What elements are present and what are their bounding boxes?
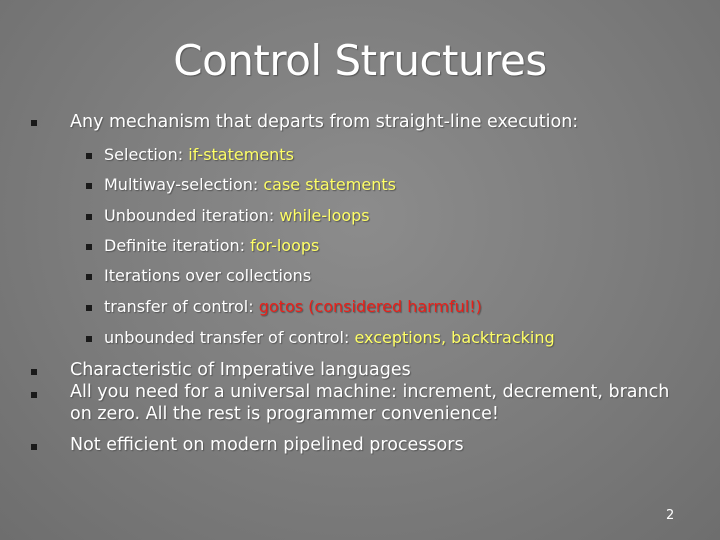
bullet-icon (86, 214, 92, 220)
sub-item-unbounded-transfer (104, 328, 555, 347)
slide-title: Control Structures (173, 36, 547, 85)
bullet-icon (86, 153, 92, 159)
sub-item-definite-iteration (104, 236, 319, 255)
bullet-icon (31, 120, 37, 126)
bullet-icon (31, 444, 37, 450)
sub-item-label: unbounded transfer of control: (104, 328, 355, 347)
point-efficiency: Not efficient on modern pipelined processors (70, 435, 464, 455)
sub-item-value: for-loops (250, 236, 320, 255)
sub-item-collections (104, 266, 311, 285)
sub-item-value: gotos (258, 297, 304, 316)
point-universal-line2: on zero. All the rest is programmer convenience! (70, 404, 499, 424)
sub-item-label: transfer of control: (104, 297, 259, 316)
bullet-icon (86, 305, 92, 311)
sub-item-value: exceptions, backtracking (354, 328, 555, 347)
sub-item-value: case statements (263, 175, 396, 194)
bullet-icon (86, 183, 92, 189)
sub-item-label: Selection: (104, 145, 189, 164)
sub-item-value: while-loops (279, 206, 370, 225)
point-imperative: Characteristic of Imperative languages (70, 360, 411, 380)
intro-text: Any mechanism that departs from straight-line execution: (70, 112, 579, 132)
bullet-icon (86, 244, 92, 250)
bullet-icon (31, 392, 37, 398)
sub-item-note: (considered harmful!) (308, 297, 482, 316)
sub-item-unbounded-iteration (104, 206, 370, 225)
sub-item-selection (104, 145, 294, 164)
sub-item-label: Definite iteration: (104, 236, 251, 255)
page-number: 2 (666, 508, 675, 523)
bullet-icon (86, 274, 92, 280)
sub-item-value: if-statements (188, 145, 294, 164)
sub-item-label: Multiway-selection: (104, 175, 264, 194)
sub-item-multiway (104, 175, 396, 194)
sub-item-transfer (104, 297, 482, 316)
sub-item-label: Unbounded iteration: (104, 206, 280, 225)
sub-item-label: Iterations over collections (104, 266, 312, 285)
bullet-icon (86, 336, 92, 342)
point-universal-line1: All you need for a universal machine: increment, decrement, branch (70, 382, 670, 402)
bullet-icon (31, 369, 37, 375)
